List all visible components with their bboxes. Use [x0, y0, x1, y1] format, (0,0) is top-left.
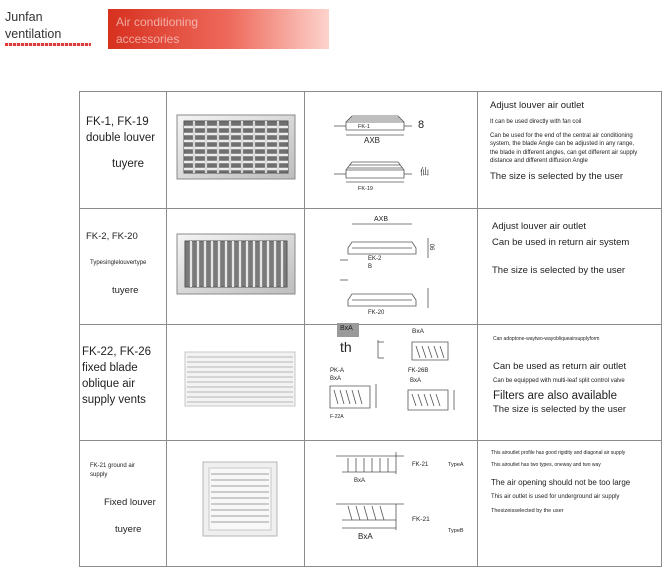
row-notes	[490, 99, 660, 184]
brand-line2: ventilation	[5, 27, 62, 41]
table-row	[80, 208, 661, 325]
banner-text	[116, 14, 198, 48]
note: The size is selected by the user	[493, 404, 627, 415]
name-line: fixed blade	[82, 362, 138, 374]
note: Thesizeisselected by the user	[491, 507, 564, 514]
note: This airoutlet has two types, oneway and two way	[491, 461, 601, 468]
dimension-label: BxA	[410, 378, 422, 384]
dimension-label: BxA	[412, 328, 424, 335]
fk1-fk19-drawing	[312, 100, 472, 204]
name-line: Fixed louver	[104, 497, 156, 508]
name-line: FK-22, FK-26	[82, 346, 152, 358]
code-label: B	[368, 264, 373, 270]
fk21-drawing	[312, 444, 472, 566]
name-line: tuyere	[115, 524, 142, 535]
note: The air opening should not be too large	[491, 478, 631, 487]
note: Can be equipped with multi-leaf split control valve	[493, 377, 625, 384]
product-name	[86, 114, 155, 172]
code-label: FK-20	[368, 310, 385, 316]
product-name	[82, 344, 151, 408]
ground-vent-photo	[202, 461, 278, 537]
code-label: EK-2	[368, 256, 382, 262]
note: Filters are also available	[493, 390, 618, 402]
name-line: supply vents	[82, 394, 146, 406]
note: Can be used in return air system	[492, 237, 630, 248]
drawing-lines	[312, 100, 472, 204]
tag-label: BxA	[340, 325, 353, 332]
brand-underline-pattern	[5, 43, 91, 46]
code-label: FK-21	[412, 516, 430, 523]
note: Adjust louver air outlet	[490, 100, 584, 111]
note: Adjust louver air outlet	[492, 221, 586, 232]
code-label: FK-26B	[408, 368, 429, 374]
row-notes	[493, 336, 663, 417]
dimension-label: BxA	[354, 478, 366, 484]
name-line: tuyere	[112, 158, 144, 170]
fk22-fk26-drawing	[312, 325, 472, 438]
brand	[5, 9, 61, 43]
dimension-label: BxA	[358, 532, 373, 541]
fixed-blade-vent-photo	[184, 350, 296, 408]
name-line: tuyere	[112, 285, 139, 296]
type-label: TypeB	[448, 528, 464, 534]
name-line: FK-2, FK-20	[86, 231, 138, 242]
note: It can be used directly with fan coil	[490, 119, 582, 125]
note: Can adoptone-waytwo-wayobliqueairsupplyform	[493, 336, 600, 342]
code-label: FK-21	[412, 462, 429, 468]
product-name	[90, 462, 156, 536]
note: This airoutlet profile has good rigidity and diagonal air supply	[491, 450, 626, 456]
double-louver-photo	[176, 114, 296, 180]
row-notes	[492, 220, 662, 278]
code-label: F-22A	[330, 414, 344, 420]
code-label: FK-19	[358, 186, 373, 192]
product-name	[86, 230, 146, 297]
code-label: FK-1	[358, 124, 370, 130]
number-label: 8	[418, 119, 425, 131]
note: The size is selected by the user	[492, 265, 626, 276]
label-th: th	[340, 339, 352, 355]
dimension-label: 90	[430, 243, 437, 251]
drawing-lines	[312, 214, 472, 320]
banner-line1: Air conditioning	[116, 15, 199, 29]
dimension-label: AXB	[364, 136, 381, 145]
table-row	[80, 440, 661, 568]
name-line: FK-1, FK-19	[86, 116, 149, 128]
note: The size is selected by the user	[490, 170, 624, 182]
type-label: TypeA	[448, 462, 464, 468]
product-table	[79, 91, 662, 567]
code-label: PK-A	[330, 368, 345, 374]
note: Can be used for the end of the central air conditioning system, the blade Angle can be adjusted in any range, the blade in different angles, can get different air supply distance and different diffusion Angle	[490, 132, 638, 164]
name-line: double louver	[86, 132, 156, 144]
dimension-label: BxA	[330, 376, 342, 382]
drawing-lines	[312, 328, 472, 438]
table-row	[80, 324, 661, 441]
name-line: Typesinglelouvertype	[90, 260, 147, 266]
table-row	[80, 92, 661, 209]
row-notes	[491, 450, 661, 515]
fk2-fk20-drawing	[312, 214, 472, 320]
note: This air outlet is used for underground air supply	[491, 494, 620, 500]
single-louver-photo	[176, 233, 296, 295]
banner-line2: accessories	[116, 32, 180, 46]
brand-line1: Junfan	[5, 10, 43, 24]
dimension-label: AXB	[374, 216, 389, 223]
glyph-label: 仙	[420, 167, 430, 177]
note: Can be used as return air outlet	[493, 360, 627, 372]
name-line: FK-21 ground air supply	[90, 463, 136, 478]
name-line: oblique air	[82, 378, 136, 390]
